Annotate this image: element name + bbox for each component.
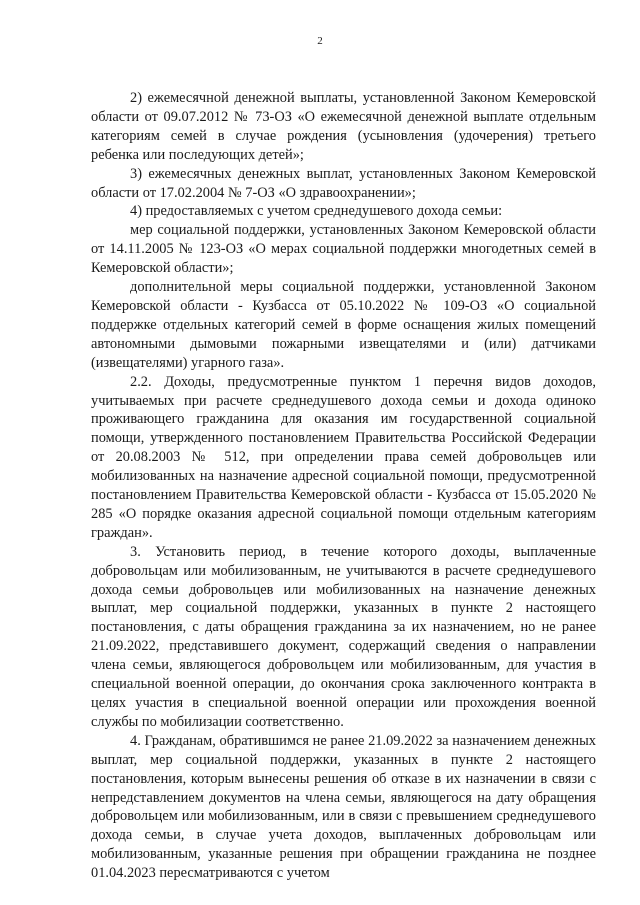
- paragraph-section-3: 3. Установить период, в течение которого доходы, выплаченные добровольцам или мобилизованным, не учитываются в расчете среднедушевого дохода семьи добровольцев или мобилизованных на назначение денежных выплат, мер социальной поддержки, указанных в пункте 2 настоящего постановления, с даты обращения гражданина за их назначением, но не ранее 21.09.2022, представившего документ, содержащий сведения о направлении члена семьи, являющегося добровольцем или мобилизованным, для участия в специальной военной операции, до окончания срока заключенного контракта в целях участия в специальной военной операции или прохождения военной службы по мобилизации соответственно.: [91, 543, 596, 730]
- paragraph-large-families-support: мер социальной поддержки, установленных Законом Кемеровской области от 14.11.2005 № 123-ОЗ «О мерах социальной поддержки многодетных семей в Кемеровской области»;: [91, 222, 596, 277]
- document-body: [91, 89, 596, 883]
- page-number: 2: [317, 35, 323, 47]
- paragraph-item-2-monthly-payment: 2) ежемесячной денежной выплаты, установленной Законом Кемеровской области от 09.07.2012 № 73-ОЗ «О ежемесячной денежной выплате отдельным категориям семей в случае рождения (усыновления (удочерения) третьего ребенка или последующих детей»;: [91, 90, 596, 163]
- paragraph-item-3-healthcare-payments: 3) ежемесячных денежных выплат, установленных Законом Кемеровской области от 17.02.2004 № 7-ОЗ «О здравоохранении»;: [91, 165, 596, 201]
- paragraph-section-4: 4. Гражданам, обратившимся не ранее 21.09.2022 за назначением денежных выплат, мер социальной поддержки, указанных в пункте 2 настоящего постановления, которым вынесены решения об отказе в их назначении в связи с непредставлением документов на члена семьи, являющегося на дату обращения добровольцем или мобилизованным, или в связи с превышением среднедушевого дохода семьи, в случае учета доходов, выплаченных добровольцам или мобилизованным, указанные решения при обращении гражданина не позднее 01.04.2023 пересматриваются с учетом: [91, 732, 596, 882]
- paragraph-smoke-detectors-support: дополнительной меры социальной поддержки, установленной Законом Кемеровской области - Кузбасса от 05.10.2022 № 109-ОЗ «О социальной поддержке отдельных категорий семей в форме оснащения жилых помещений автономными дымовыми пожарными извещателями и (или) датчиками (извещателями) угарного газа».: [91, 279, 596, 371]
- paragraph-item-4-income-based: 4) предоставляемых с учетом среднедушевого дохода семьи:: [130, 203, 503, 220]
- paragraph-section-2-2: 2.2. Доходы, предусмотренные пунктом 1 перечня видов доходов, учитываемых при расчете среднедушевого дохода семьи и дохода одиноко проживающего гражданина для оказания им государственной социальной помощи, утвержденного постановлением Правительства Российской Федерации от 20.08.2003 № 512, при определении права семей добровольцев или мобилизованных на назначение адресной социальной помощи, предусмотренной постановлением Правительства Кемеровской области - Кузбасса от 15.05.2020 № 285 «О порядке оказания адресной социальной помощи отдельным категориям граждан».: [91, 373, 596, 541]
